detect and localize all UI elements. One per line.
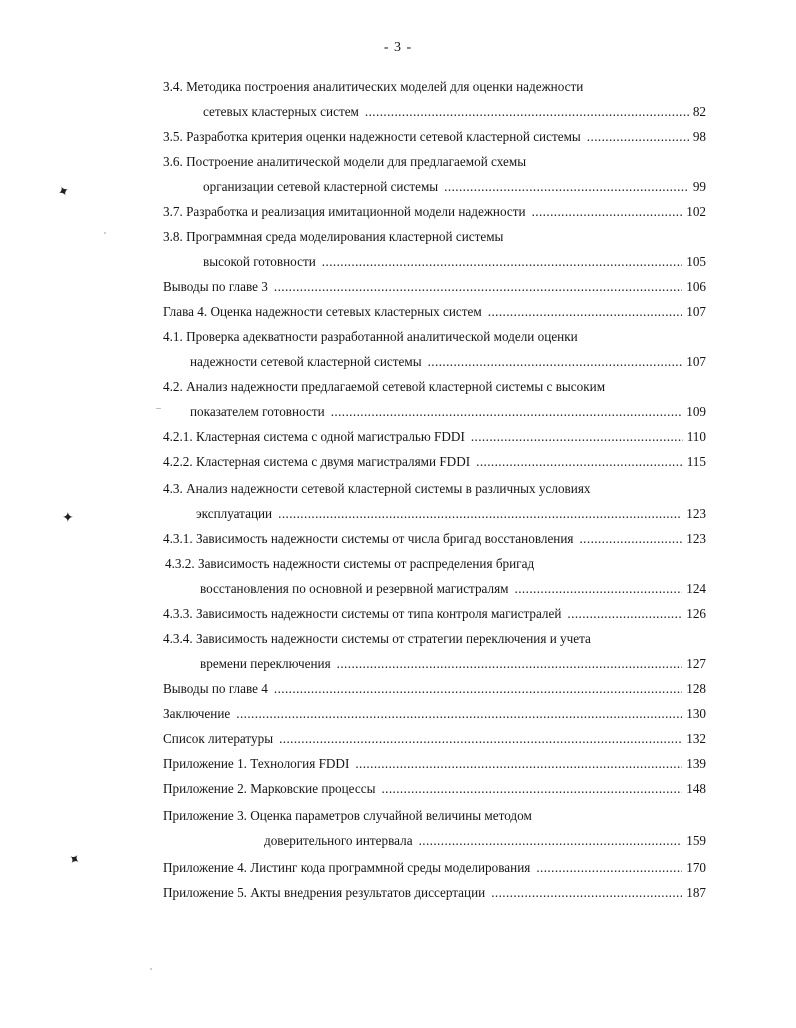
toc-entry-page: 132 xyxy=(686,731,706,746)
toc-line xyxy=(163,377,605,397)
toc-entry-text: Приложение 2. Марковские процессы xyxy=(163,781,376,796)
toc-line xyxy=(163,806,532,826)
toc-line-text: 4.3.4. Зависимость надежности системы от стратегии переключения и учета xyxy=(163,631,591,646)
toc-entry[interactable] xyxy=(196,504,706,524)
dot-leader xyxy=(279,729,682,749)
dot-leader xyxy=(491,883,682,903)
toc-entry-page: 107 xyxy=(686,304,706,319)
toc-entry-text: сетевых кластерных систем xyxy=(203,104,359,119)
toc-entry[interactable] xyxy=(163,452,706,472)
toc-entry[interactable] xyxy=(163,883,706,903)
dot-leader xyxy=(419,831,683,851)
toc-line xyxy=(163,152,526,172)
toc-entry[interactable] xyxy=(264,831,706,851)
toc-entry-text: Выводы по главе 3 xyxy=(163,279,268,294)
toc-line-text: 4.1. Проверка адекватности разработанной аналитической модели оценки xyxy=(163,329,578,344)
toc-entry-page: 127 xyxy=(686,656,706,671)
toc-entry-page: 170 xyxy=(686,860,706,875)
dot-leader xyxy=(381,779,682,799)
toc-entry[interactable] xyxy=(163,858,706,878)
toc-entry-text: Приложение 5. Акты внедрения результатов диссертации xyxy=(163,885,486,900)
toc-entry[interactable] xyxy=(163,202,706,222)
toc-line-text: 3.4. Методика построения аналитических моделей для оценки надежности xyxy=(163,79,584,94)
dot-leader xyxy=(587,127,689,147)
toc-entry-text: 4.3.1. Зависимость надежности системы от числа бригад восстановления xyxy=(163,531,574,546)
dot-leader xyxy=(471,427,683,447)
toc-entry[interactable] xyxy=(190,402,706,422)
scan-speck xyxy=(156,408,161,409)
toc-entry-page: 148 xyxy=(686,781,706,796)
toc-entry-text: надежности сетевой кластерной системы xyxy=(190,354,422,369)
toc-entry-text: организации сетевой кластерной системы xyxy=(203,179,439,194)
toc-entry-text: доверительного интервала xyxy=(264,833,413,848)
toc-entry[interactable] xyxy=(163,679,706,699)
toc-entry-page: 82 xyxy=(692,104,706,119)
toc-entry-page: 123 xyxy=(686,506,706,521)
toc-entry-text: Выводы по главе 4 xyxy=(163,681,268,696)
dot-leader xyxy=(488,302,682,322)
toc-entry[interactable] xyxy=(163,277,706,297)
toc-entry-page: 159 xyxy=(686,833,706,848)
toc-line xyxy=(165,554,534,574)
toc-line xyxy=(163,77,583,97)
toc-entry-page: 102 xyxy=(686,204,706,219)
toc-entry-page: 109 xyxy=(686,404,706,419)
toc-entry-text: восстановления по основной и резервной магистралям xyxy=(200,581,509,596)
toc-entry[interactable] xyxy=(200,654,706,674)
toc-entry-text: времени переключения xyxy=(200,656,331,671)
dot-leader xyxy=(337,654,683,674)
toc-entry-text: высокой готовности xyxy=(203,254,316,269)
toc-line xyxy=(163,629,591,649)
toc-entry-page: 99 xyxy=(692,179,706,194)
toc-entry-page: 106 xyxy=(686,279,706,294)
toc-entry[interactable] xyxy=(203,252,706,272)
toc-line-text: 4.3. Анализ надежности сетевой кластерной системы в различных условиях xyxy=(163,481,591,496)
toc-entry-text: 3.5. Разработка критерия оценки надежности сетевой кластерной системы xyxy=(163,129,581,144)
dot-leader xyxy=(236,704,682,724)
dot-leader xyxy=(476,452,683,472)
dot-leader xyxy=(579,529,682,549)
toc-entry[interactable] xyxy=(163,427,706,447)
dot-leader xyxy=(322,252,682,272)
toc-entry[interactable] xyxy=(163,729,706,749)
toc-entry[interactable] xyxy=(163,779,706,799)
toc-entry-page: 187 xyxy=(686,885,706,900)
toc-entry-page: 124 xyxy=(686,581,706,596)
toc-entry[interactable] xyxy=(163,704,706,724)
toc-entry-text: Глава 4. Оценка надежности сетевых кластерных систем xyxy=(163,304,482,319)
toc-entry-page: 130 xyxy=(686,706,706,721)
dot-leader xyxy=(567,604,682,624)
toc-entry-page: 126 xyxy=(686,606,706,621)
scan-mark-icon: ✦ xyxy=(55,182,73,202)
toc-line-text: 4.3.2. Зависимость надежности системы от распределения бригад xyxy=(165,556,535,571)
dot-leader xyxy=(444,177,689,197)
dot-leader xyxy=(515,579,683,599)
dot-leader xyxy=(536,858,682,878)
toc-entry-page: 115 xyxy=(686,454,706,469)
toc-entry-page: 110 xyxy=(686,429,706,444)
toc-entry-text: 4.3.3. Зависимость надежности системы от типа контроля магистралей xyxy=(163,606,562,621)
toc-entry-page: 123 xyxy=(686,531,706,546)
toc-entry[interactable] xyxy=(190,352,706,372)
dot-leader xyxy=(355,754,682,774)
toc-entry-text: 4.2.2. Кластерная система с двумя магистралями FDDI xyxy=(163,454,471,469)
toc-entry-text: Список литературы xyxy=(163,731,274,746)
toc-entry[interactable] xyxy=(163,127,706,147)
toc-line xyxy=(163,479,591,499)
toc-entry-page: 128 xyxy=(686,681,706,696)
toc-entry-text: 4.2.1. Кластерная система с одной магистралью FDDI xyxy=(163,429,465,444)
dot-leader xyxy=(365,102,689,122)
toc-entry-text: эксплуатации xyxy=(196,506,273,521)
dot-leader xyxy=(428,352,683,372)
scan-mark-icon: ✦ xyxy=(64,850,84,870)
toc-entry[interactable] xyxy=(203,102,706,122)
toc-line-text: Приложение 3. Оценка параметров случайной величины методом xyxy=(163,808,532,823)
toc-entry-page: 139 xyxy=(686,756,706,771)
toc-line xyxy=(163,227,503,247)
toc-entry-text: Приложение 1. Технология FDDI xyxy=(163,756,350,771)
toc-line-text: 4.2. Анализ надежности предлагаемой сетевой кластерной системы с высоким xyxy=(163,379,606,394)
toc-entry[interactable] xyxy=(163,604,706,624)
toc-line-text: 3.8. Программная среда моделирования кластерной системы xyxy=(163,229,504,244)
scan-mark-icon: ✦ xyxy=(62,510,74,526)
toc-entry[interactable] xyxy=(163,529,706,549)
dot-leader xyxy=(532,202,683,222)
toc-entry[interactable] xyxy=(163,754,706,774)
dot-leader xyxy=(278,504,682,524)
toc-entry[interactable] xyxy=(203,177,706,197)
toc-entry-text: Заключение xyxy=(163,706,231,721)
toc-entry-text: 3.7. Разработка и реализация имитационной модели надежности xyxy=(163,204,526,219)
toc-entry-text: показателем готовности xyxy=(190,404,325,419)
page-number: - 3 - xyxy=(383,40,413,55)
dot-leader xyxy=(274,679,682,699)
dot-leader xyxy=(331,402,683,422)
dot-leader xyxy=(274,277,682,297)
toc-entry-text: Приложение 4. Листинг кода программной среды моделирования xyxy=(163,860,531,875)
toc-entry-page: 98 xyxy=(692,129,706,144)
scan-speck xyxy=(150,968,152,970)
toc-line-text: 3.6. Построение аналитической модели для предлагаемой схемы xyxy=(163,154,527,169)
scan-speck xyxy=(104,232,106,234)
toc-entry-page: 107 xyxy=(686,354,706,369)
toc-line xyxy=(163,327,578,347)
toc-entry[interactable] xyxy=(163,302,706,322)
toc-entry-page: 105 xyxy=(686,254,706,269)
toc-entry[interactable] xyxy=(200,579,706,599)
